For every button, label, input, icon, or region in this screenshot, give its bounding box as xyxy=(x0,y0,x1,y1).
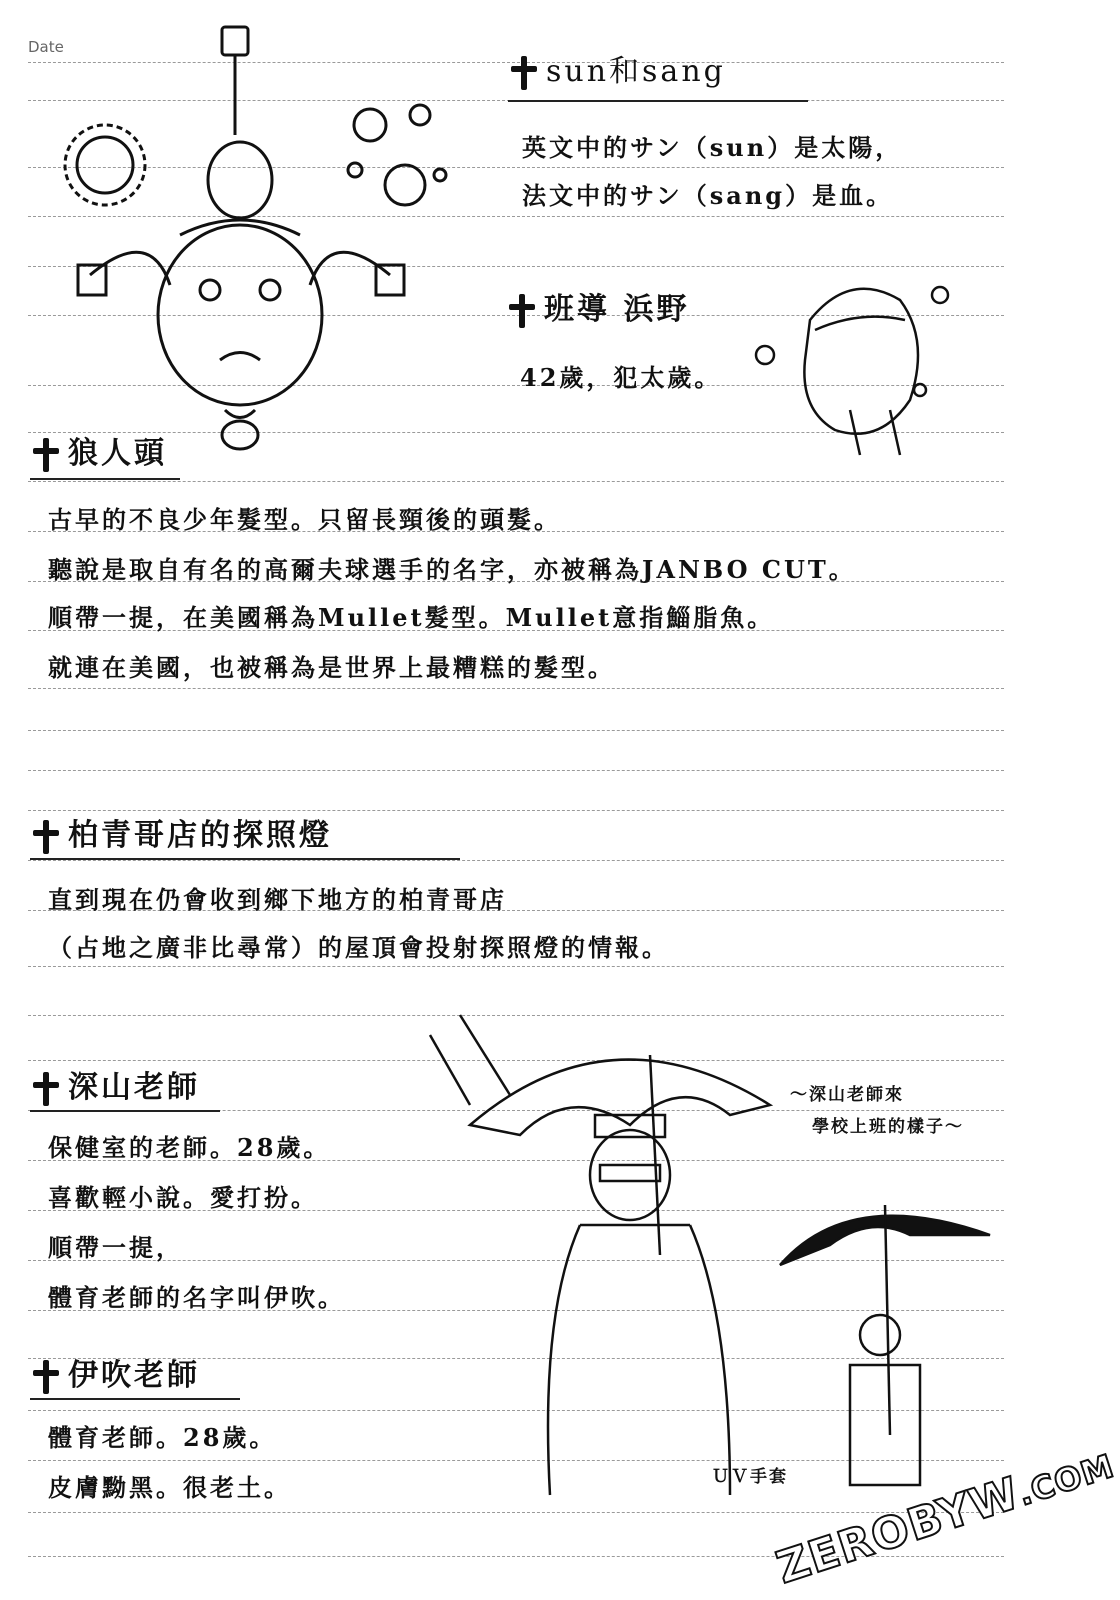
chandelier-illustration xyxy=(30,25,470,455)
miyama-line: 順帶一提， xyxy=(48,1233,183,1262)
miyama-line: 保健室的老師。28歲。 xyxy=(48,1133,331,1162)
uv-gloves-label: ＵＶ手套 xyxy=(712,1467,788,1487)
cross-icon xyxy=(32,818,60,856)
sun-sang-line: 英文中的サン（sun）是太陽， xyxy=(522,133,903,162)
watermark-logo: ZEROBYW.COM xyxy=(770,1446,1119,1594)
wolf-head-line: 古早的不良少年髮型。只留長頸後的頭髮。 xyxy=(48,505,561,534)
umbrella-teachers-illustration xyxy=(430,1015,1010,1515)
cross-icon xyxy=(510,54,538,92)
heading-sun-sang: sun和sang xyxy=(510,52,726,92)
heading-miyama: 深山老師 xyxy=(32,1068,200,1108)
date-label: Date xyxy=(28,38,64,56)
cross-icon xyxy=(32,1070,60,1108)
miyama-caption: 學校上班的樣子～ xyxy=(812,1117,964,1137)
heading-ibuki: 伊吹老師 xyxy=(32,1356,200,1396)
sun-icon xyxy=(65,125,145,205)
cross-icon xyxy=(32,1358,60,1396)
wolf-head-line: 聽說是取自有名的高爾夫球選手的名字，亦被稱為JANBO CUT。 xyxy=(48,555,856,584)
miyama-line: 體育老師的名字叫伊吹。 xyxy=(48,1283,345,1312)
miyama-line: 喜歡輕小說。愛打扮。 xyxy=(48,1183,318,1212)
ibuki-line: 體育老師。28歲。 xyxy=(48,1423,277,1452)
heading-wolf-head: 狼人頭 xyxy=(32,434,167,474)
pachinko-line: （占地之廣非比尋常）的屋頂會投射探照燈的情報。 xyxy=(48,933,669,962)
hamano-line: 42歲，犯太歲。 xyxy=(520,363,722,392)
hamano-portrait-illustration xyxy=(740,260,990,460)
cross-icon xyxy=(32,436,60,474)
miyama-caption: ～深山老師來 xyxy=(790,1085,904,1105)
wolf-head-line: 就連在美國，也被稱為是世界上最糟糕的髮型。 xyxy=(48,653,615,682)
cross-icon xyxy=(508,292,536,330)
heading-pachinko: 柏青哥店的探照燈 xyxy=(32,816,332,856)
heading-hamano: 班導 浜野 xyxy=(508,290,689,330)
pachinko-line: 直到現在仍會收到鄉下地方的柏青哥店 xyxy=(48,885,507,914)
sun-sang-line: 法文中的サン（sang）是血。 xyxy=(522,181,894,210)
ibuki-line: 皮膚黝黑。很老土。 xyxy=(48,1473,291,1502)
wolf-head-line: 順帶一提，在美國稱為Mullet髮型。Mullet意指鯔脂魚。 xyxy=(48,603,775,632)
